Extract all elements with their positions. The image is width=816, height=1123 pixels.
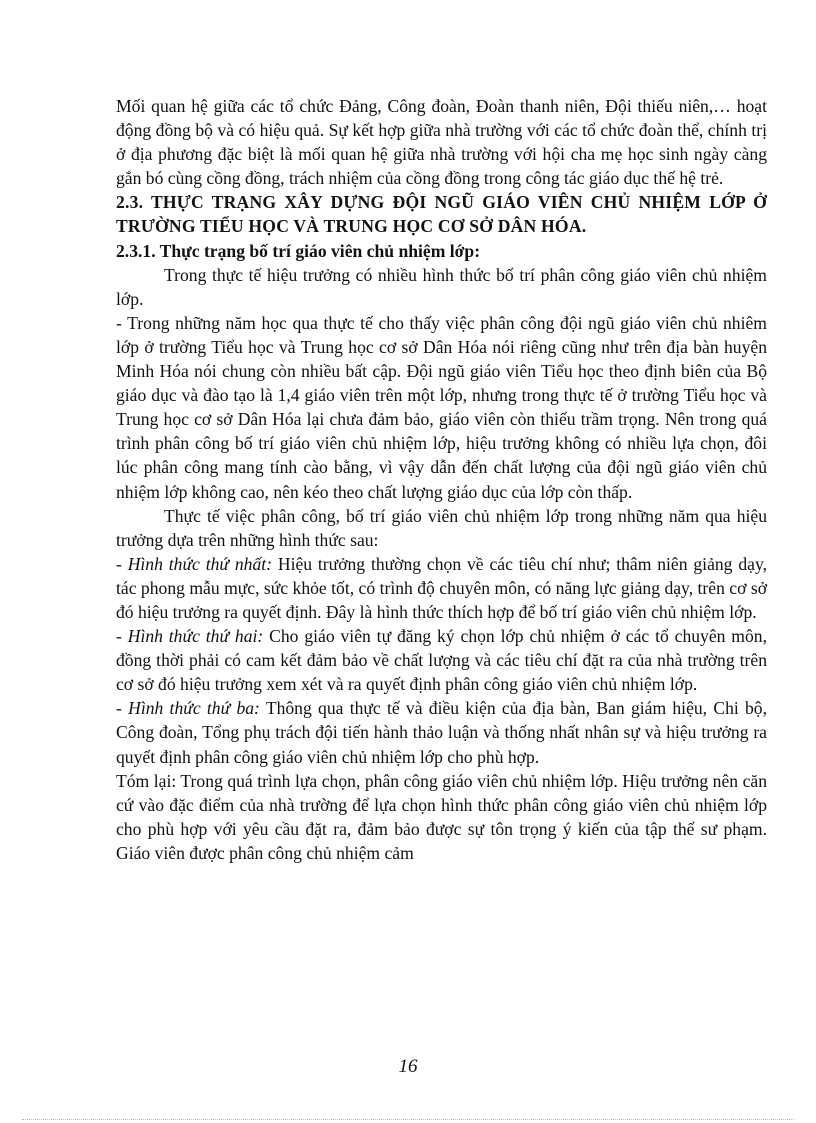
paragraph-form-one <box>116 552 767 624</box>
paragraph-forms-intro: Thực tế việc phân công, bố trí giáo viên chủ nhiệm lớp trong những năm qua hiệu trưởng dựa trên những hình thức sau: <box>116 505 767 550</box>
paragraph-form-three <box>116 696 767 768</box>
paragraph-form-two <box>116 624 767 696</box>
form-three-text: Thông qua thực tế và điều kiện của địa bàn, Ban giám hiệu, Chi bộ, Công đoàn, Tổng phụ trách đội tiến hành thảo luận và thống nhất nhân sự và hiệu trưởng ra quyết định phân công giáo viên chủ nhiệm lớp cho phù hợp. <box>116 698 768 767</box>
subsection-heading: 2.3.1. Thực trạng bố trí giáo viên chủ nhiệm lớp: <box>116 240 481 261</box>
page-bottom-divider <box>22 1119 794 1120</box>
form-three-label: - Hình thức thứ ba: <box>116 698 260 719</box>
form-one-text: Hiệu trưởng thường chọn về các tiêu chí như; thâm niên giảng dạy, tác phong mẫu mực, sức khỏe tốt, có trình độ chuyên môn, có năng lực giảng dạy, trên cơ sở đó hiệu trưởng ra quyết định. Đây là hình thức thích hợp để bố trí giáo viên chủ nhiệm lớp. <box>116 553 767 622</box>
section-heading: 2.3. THỰC TRẠNG XÂY DỰNG ĐỘI NGŨ GIÁO VIÊN CHỦ NHIỆM LỚP Ở TRƯỜNG TIỂU HỌC VÀ TRUNG HỌC CƠ SỞ DÂN HÓA. <box>116 192 767 237</box>
page-number: 16 <box>398 1056 418 1077</box>
paragraph-overview: Trong thực tế hiệu trưởng có nhiều hình thức bố trí phân công giáo viên chủ nhiệm lớp. <box>116 264 767 309</box>
page-body <box>116 94 767 865</box>
paragraph-summary: Tóm lại: Trong quá trình lựa chọn, phân công giáo viên chủ nhiệm lớp. Hiệu trưởng nên căn cứ vào đặc điểm của nhà trường để lựa chọn hình thức phân công giáo viên chủ nhiệm lớp cho phù hợp với yêu cầu đặt ra, đảm bảo được sự tôn trọng ý kiến của tập thể sư phạm. Giáo viên được phân công chủ nhiệm cảm <box>116 770 767 863</box>
paragraph-intro: Mối quan hệ giữa các tổ chức Đảng, Công đoàn, Đoàn thanh niên, Đội thiếu niên,… hoạt động đồng bộ và có hiệu quả. Sự kết hợp giữa nhà trường với các tổ chức đoàn thể, chính trị ở địa phương đặc biệt là mối quan hệ giữa nhà trường với hội cha mẹ học sinh ngày càng gắn bó cùng cồng đồng, trách nhiệm của cồng đồng trong công tác giáo dục thế hệ trẻ. <box>116 96 767 189</box>
form-two-text: Cho giáo viên tự đăng ký chọn lớp chủ nhiệm ở các tổ chuyên môn, đồng thời phải có cam kết đảm bảo về chất lượng và các tiêu chí đặt ra của nhà trường trên cơ sở đó hiệu trưởng xem xét và ra quyết định phân công giáo viên chủ nhiệm lớp. <box>116 626 767 695</box>
form-one-label: - Hình thức thứ nhất: <box>116 553 272 574</box>
paragraph-current-state: - Trong những năm học qua thực tế cho thấy việc phân công đội ngũ giáo viên chủ nhiêm lớp ở trường Tiểu học và Trung học cơ sở Dân Hóa nói riêng cũng như trên địa bàn huyện Minh Hóa nói chung còn nhiều bất cập. Đội ngũ giáo viên Tiểu học theo định biên của Bộ giáo dục và đào tạo là 1,4 giáo viên trên một lớp, nhưng trong thực tế ở trường Tiểu học và Trung học cơ sở Dân Hóa lại chưa đảm bảo, giáo viên còn thiếu trầm trọng. Nên trong quá trình phân công bố trí giáo viên chủ nhiệm lớp, hiệu trưởng không có nhiều lựa chọn, đôi lúc phân công mang tính cào bằng, vì vậy dẫn đến chất lượng của đội ngũ giáo viên chủ nhiệm lớp không cao, nên kéo theo chất lượng giáo dục của lớp còn thấp. <box>116 312 767 502</box>
form-two-label: - Hình thức thứ hai: <box>116 626 264 647</box>
